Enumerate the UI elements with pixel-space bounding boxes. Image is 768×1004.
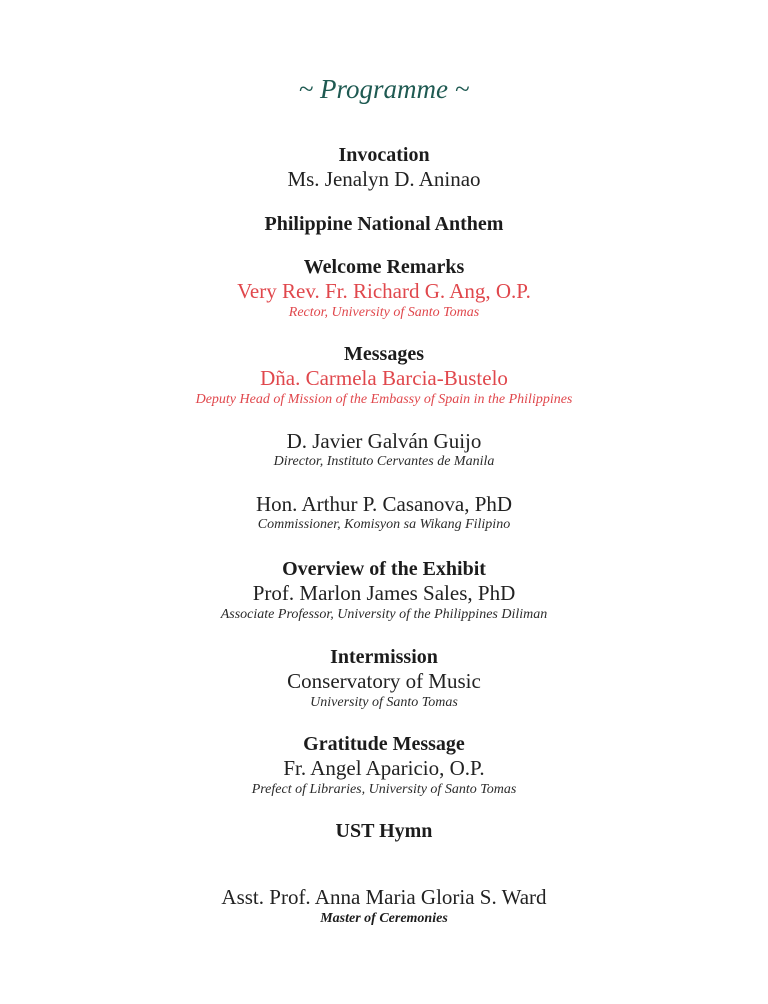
- intermission-heading: Intermission: [330, 646, 438, 668]
- message-speaker-role: Director, Instituto Cervantes de Manila: [273, 454, 495, 469]
- gratitude-name: Fr. Angel Aparicio, O.P.: [283, 756, 485, 780]
- overview-role: Associate Professor, University of the Philippines Diliman: [220, 607, 548, 622]
- welcome-heading: Welcome Remarks: [303, 256, 465, 278]
- invocation-heading: Invocation: [338, 144, 430, 166]
- invocation-name: Ms. Jenalyn D. Aninao: [287, 167, 481, 191]
- welcome-role: Rector, University of Santo Tomas: [288, 305, 480, 320]
- anthem-heading: Philippine National Anthem: [264, 213, 504, 235]
- message-speaker-name: Dña. Carmela Barcia-Bustelo: [260, 366, 508, 390]
- gratitude-role: Prefect of Libraries, University of Santo Tomas: [251, 782, 517, 797]
- mc-role: Master of Ceremonies: [320, 911, 448, 926]
- message-speaker-role: Commissioner, Komisyon sa Wikang Filipino: [257, 517, 511, 532]
- gratitude-heading: Gratitude Message: [303, 733, 465, 755]
- messages-heading: Messages: [344, 343, 424, 365]
- message-speaker-role: Deputy Head of Mission of the Embassy of Spain in the Philippines: [195, 392, 573, 407]
- welcome-name: Very Rev. Fr. Richard G. Ang, O.P.: [237, 279, 531, 303]
- mc-name: Asst. Prof. Anna Maria Gloria S. Ward: [221, 885, 547, 909]
- programme-title: ~ Programme ~: [298, 74, 470, 104]
- intermission-role: University of Santo Tomas: [310, 695, 458, 710]
- hymn-heading: UST Hymn: [335, 820, 433, 842]
- overview-name: Prof. Marlon James Sales, PhD: [252, 581, 516, 605]
- intermission-name: Conservatory of Music: [287, 669, 481, 693]
- message-speaker-name: D. Javier Galván Guijo: [286, 429, 482, 453]
- overview-heading: Overview of the Exhibit: [282, 558, 486, 580]
- message-speaker-name: Hon. Arthur P. Casanova, PhD: [255, 492, 513, 516]
